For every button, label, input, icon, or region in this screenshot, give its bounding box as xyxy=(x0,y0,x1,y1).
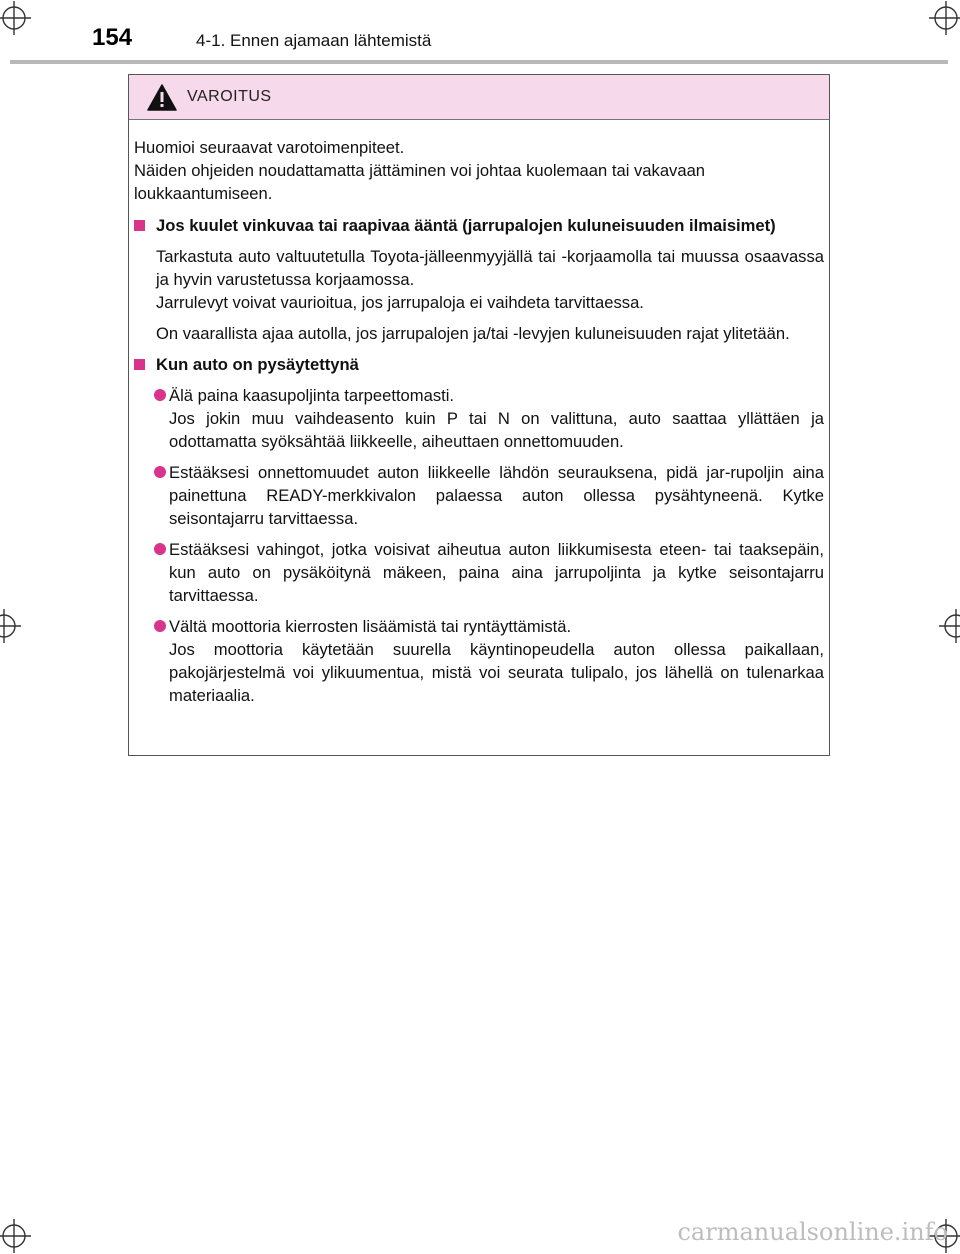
paragraph xyxy=(134,322,824,345)
section-heading xyxy=(134,214,824,237)
section-heading-text: Jos kuulet vinkuvaa tai raapivaa ääntä (jarrupalojen kuluneisuuden ilmaisimet) xyxy=(156,216,776,235)
paragraph-text: Jarrulevyt voivat vaurioitua, jos jarrupaloja ei vaihdeta tarvittaessa. xyxy=(156,293,644,312)
paragraph-text: Tarkastuta auto valtuutetulla Toyota-jälleenmyyjällä tai -korjaamolla tai muussa osaavassa ja hyvin varustetussa korjaamossa. xyxy=(156,247,824,289)
section-heading xyxy=(134,353,824,376)
registration-mark-icon xyxy=(928,0,960,36)
list-item xyxy=(147,615,824,707)
intro-line: Huomioi seuraavat varotoimenpiteet. xyxy=(134,138,405,157)
circle-bullet-icon xyxy=(154,620,166,632)
bullet-text: Estääksesi vahingot, jotka voisivat aiheutua auton liikkumisesta eteen- tai taaksepäin, kun auto on pysäköitynä mäkeen, paina aina jarrupoljinta ja kytke seisontajarru tarvittaessa. xyxy=(169,540,824,605)
bullet-text: Estääksesi onnettomuudet auton liikkeelle lähdön seurauksena, pidä jar-rupoljin aina painettuna READY-merkkivalon palaessa auton ollessa pysähtyneenä. Kytke seisontajarru tarvittaessa. xyxy=(169,463,824,528)
registration-mark-icon xyxy=(0,608,22,644)
list-item xyxy=(147,538,824,607)
warning-label: VAROITUS xyxy=(187,88,272,105)
circle-bullet-icon xyxy=(154,543,166,555)
bullet-text: Jos moottoria käytetään suurella käyntinopeudella auton ollessa paikallaan, pakojärjestelmä voi ylikuumentua, mistä voi seurata tulipalo, jos lähellä on tulenarkaa materiaalia. xyxy=(169,640,824,705)
warning-header xyxy=(129,75,829,120)
registration-mark-icon xyxy=(938,608,960,644)
registration-mark-icon xyxy=(0,1218,32,1254)
list-item xyxy=(147,461,824,530)
section-title: 4-1. Ennen ajamaan lähtemistä xyxy=(196,31,432,50)
square-bullet-icon xyxy=(134,359,145,370)
circle-bullet-icon xyxy=(154,466,166,478)
header-rule xyxy=(10,60,948,64)
warning-triangle-icon xyxy=(147,84,177,111)
section-heading-text: Kun auto on pysäytettynä xyxy=(156,355,359,374)
bullet-list xyxy=(134,384,824,707)
warning-intro xyxy=(134,136,824,205)
square-bullet-icon xyxy=(134,220,145,231)
paragraph-text: On vaarallista ajaa autolla, jos jarrupalojen ja/tai -levyjen kuluneisuuden rajat ylitetään. xyxy=(156,324,790,343)
registration-mark-icon xyxy=(0,0,32,36)
watermark: carmanualsonline.info xyxy=(677,1218,948,1246)
list-item xyxy=(147,384,824,453)
warning-body xyxy=(129,120,829,707)
page-number: 154 xyxy=(92,24,133,51)
circle-bullet-icon xyxy=(154,389,166,401)
paragraph xyxy=(134,245,824,314)
intro-line: Näiden ohjeiden noudattamatta jättäminen voi johtaa kuolemaan tai vakavaan loukkaantumiseen. xyxy=(134,161,706,203)
bullet-lead: Vältä moottoria kierrosten lisäämistä tai ryntäyttämistä. xyxy=(169,617,572,636)
bullet-lead: Älä paina kaasupoljinta tarpeettomasti. xyxy=(169,386,455,405)
warning-box xyxy=(128,74,830,756)
bullet-text: Jos jokin muu vaihdeasento kuin P tai N on valittuna, auto saattaa yllättäen ja odottamatta syöksähtää liikkeelle, aiheuttaen onnettomuuden. xyxy=(169,409,824,451)
